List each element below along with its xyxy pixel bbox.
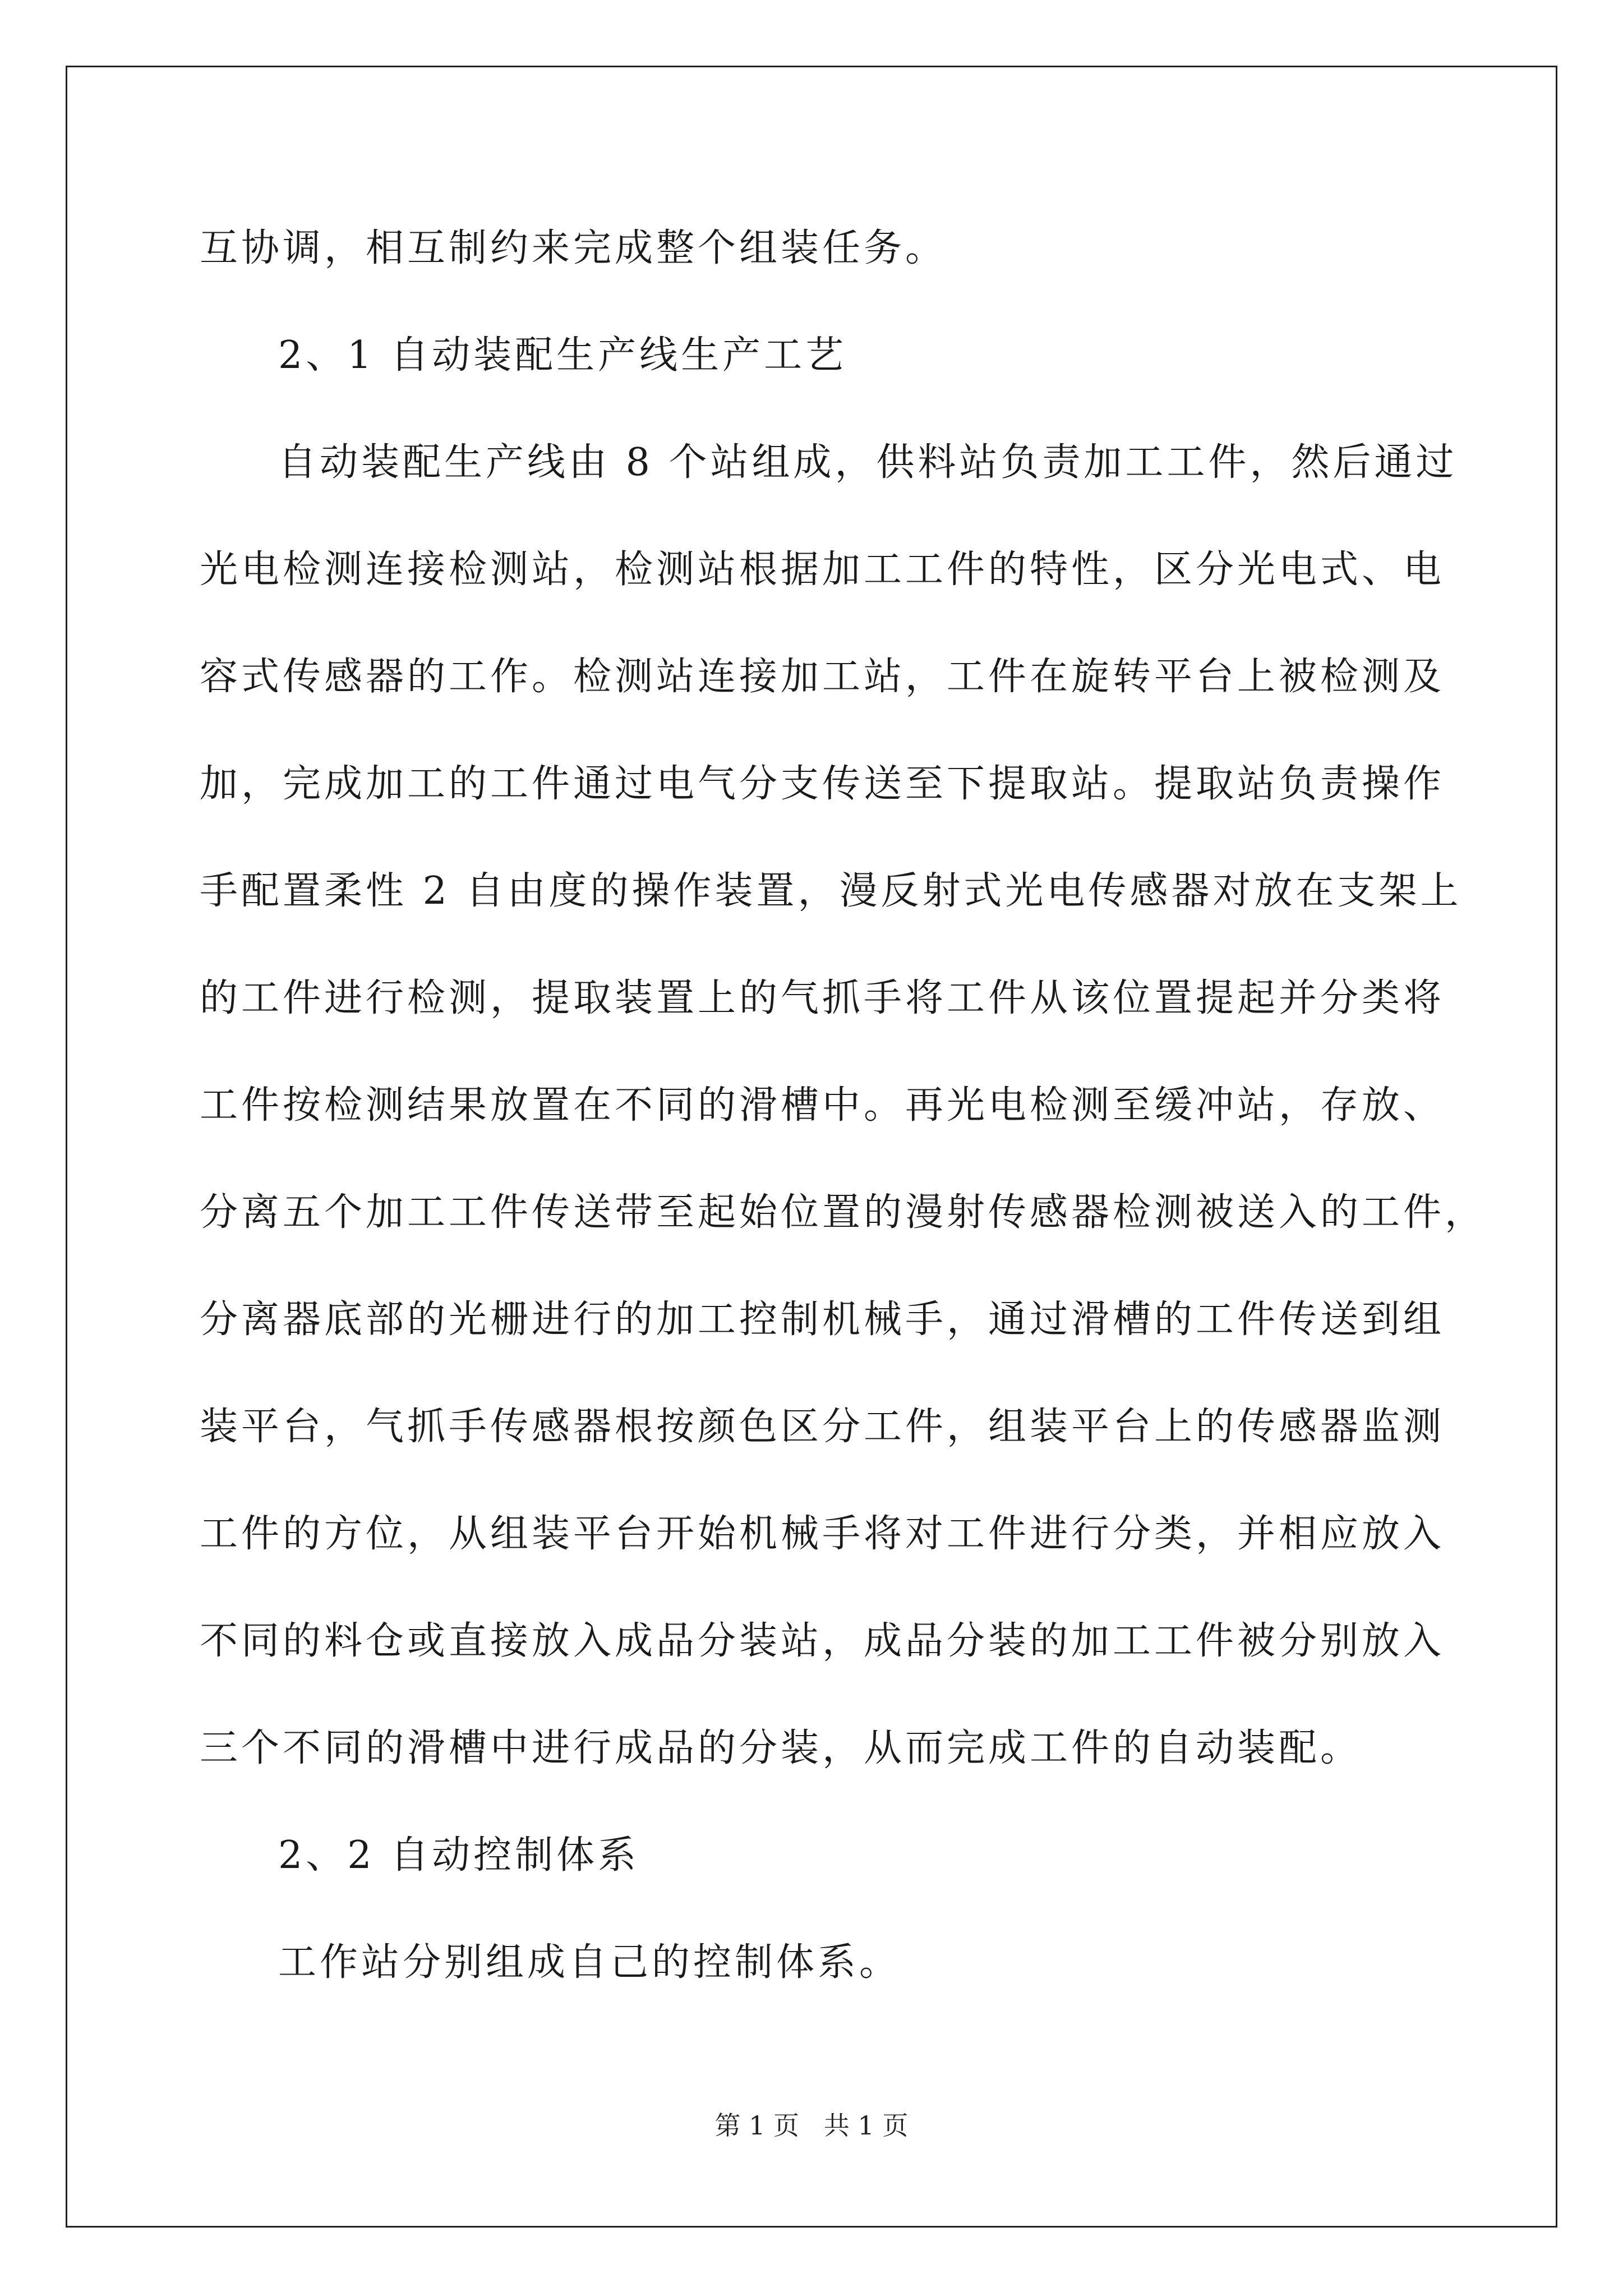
text-line-11: 分离器底部的光栅进行的加工控制机械手，通过滑槽的工件传送到组 — [200, 1297, 1445, 1342]
section-heading-2-1: 2、1 自动装配生产线生产工艺 — [278, 333, 847, 378]
text-line-5: 容式传感器的工作。检测站连接加工站，工件在旋转平台上被检测及 — [200, 655, 1445, 699]
text-line-6: 加，完成加工的工件通过电气分支传送至下提取站。提取站负责操作 — [200, 762, 1445, 806]
text-line-13: 工件的方位，从组装平台开始机械手将对工件进行分类，并相应放入 — [200, 1512, 1445, 1556]
text-line-7: 手配置柔性 2 自由度的操作装置，漫反射式光电传感器对放在支架上 — [200, 869, 1462, 913]
text-line-9: 工件按检测结果放置在不同的滑槽中。再光电检测至缓冲站，存放、 — [200, 1083, 1445, 1128]
text-line-3: 自动装配生产线由 8 个站组成，供料站负责加工工件，然后通过 — [278, 440, 1458, 485]
text-line-10: 分离五个加工工件传送带至起始位置的漫射传感器检测被送入的工件， — [200, 1190, 1487, 1235]
section-heading-2-2: 2、2 自动控制体系 — [278, 1833, 640, 1878]
text-line-15: 三个不同的滑槽中进行成品的分装，从而完成工件的自动装配。 — [200, 1726, 1362, 1770]
text-line-17: 工作站分别组成自己的控制体系。 — [278, 1940, 901, 1985]
text-line-4: 光电检测连接检测站，检测站根据加工工件的特性，区分光电式、电 — [200, 547, 1445, 592]
text-line-1: 互协调，相互制约来完成整个组装任务。 — [200, 226, 947, 270]
text-line-12: 装平台，气抓手传感器根按颜色区分工件，组装平台上的传感器监测 — [200, 1405, 1445, 1449]
text-line-8: 的工件进行检测，提取装置上的气抓手将工件从该位置提起并分类将 — [200, 976, 1445, 1020]
page-border — [66, 66, 1557, 2228]
page-footer: 第 1 页 共 1 页 — [714, 2110, 909, 2141]
text-line-14: 不同的料仓或直接放入成品分装站，成品分装的加工工件被分别放入 — [200, 1619, 1445, 1663]
